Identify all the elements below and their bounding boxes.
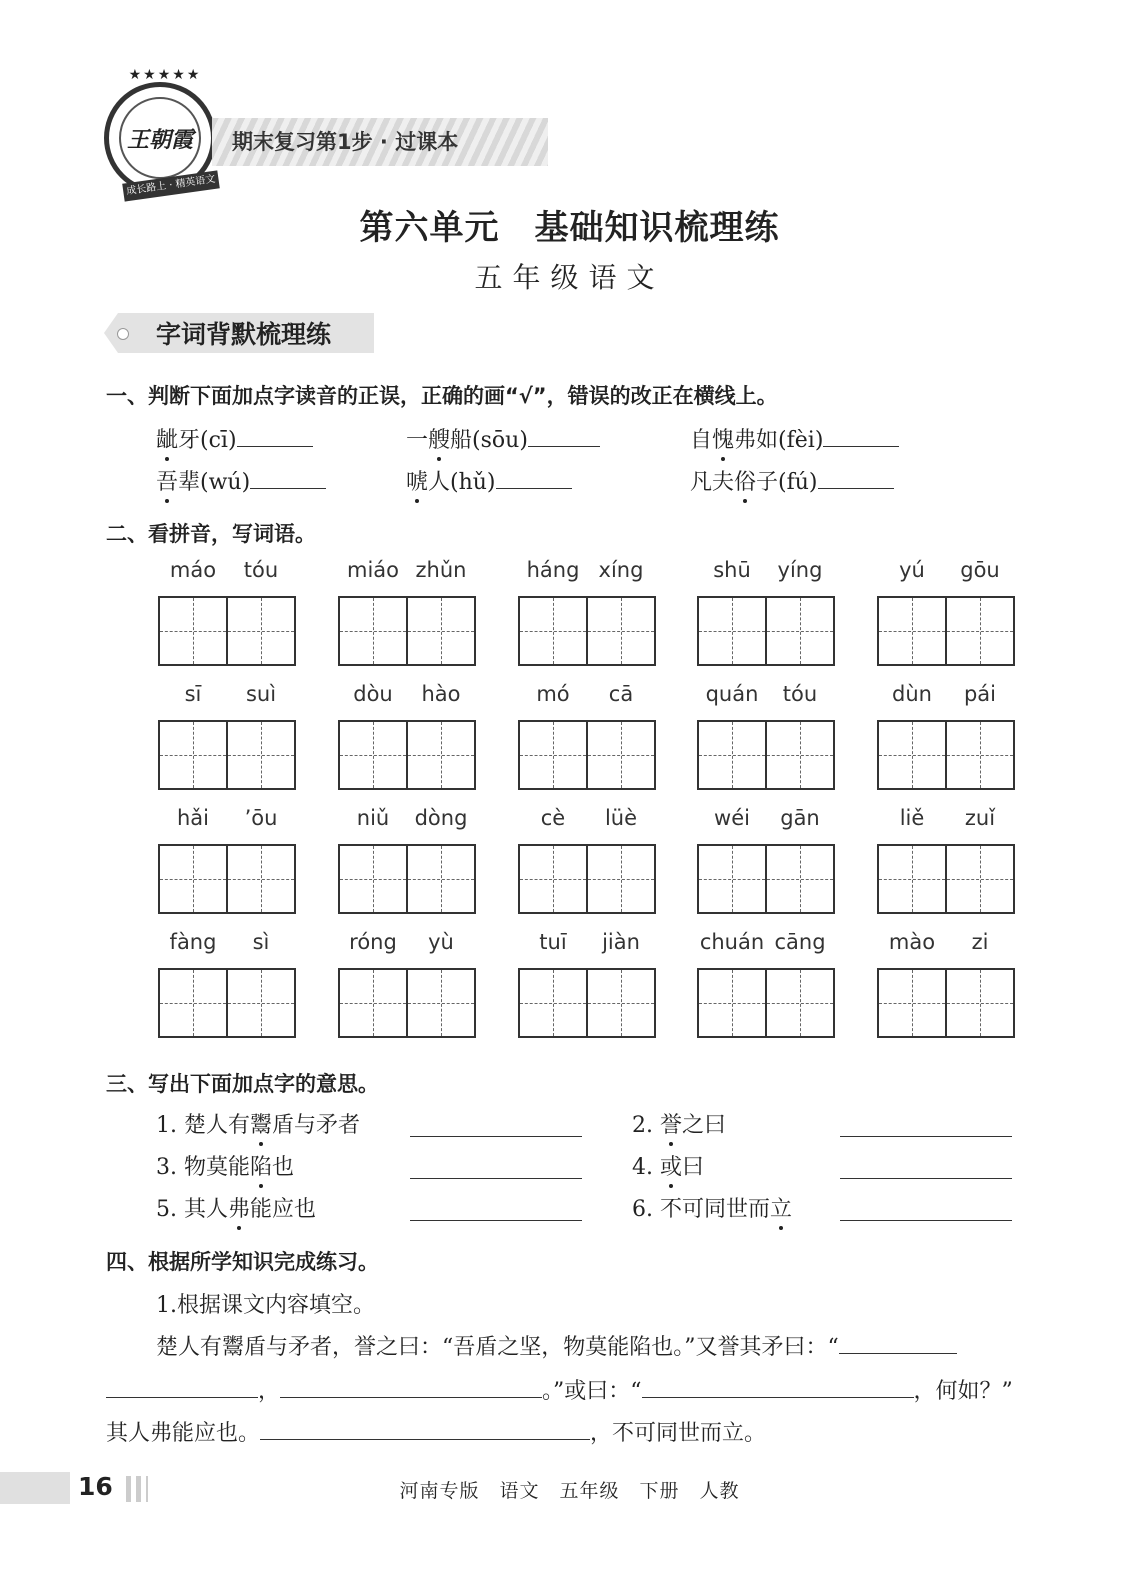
answer-blank[interactable] [260,1417,590,1440]
brand-logo [104,67,217,198]
answer-blank[interactable] [106,1375,258,1398]
writing-grid [877,596,1013,666]
pinyin-label: cè [540,806,566,830]
q1-item: 唬人(hǔ) [406,465,572,496]
writing-grid [877,844,1013,914]
section-tag-label: 字词背默梳理练 [156,320,332,349]
writing-grid [518,720,654,790]
writing-grid [697,968,833,1038]
writing-grid [697,596,833,666]
page-subtitle: 五年级语文 [474,261,665,294]
writing-cell[interactable] [406,844,476,914]
answer-blank[interactable] [840,1114,1012,1137]
writing-cell[interactable] [226,596,296,666]
writing-cell[interactable] [877,720,947,790]
pinyin-label: jiàn [602,930,640,954]
writing-cell[interactable] [226,968,296,1038]
pinyin-label: sī [184,682,202,706]
writing-cell[interactable] [945,968,1015,1038]
writing-cell[interactable] [945,720,1015,790]
pinyin-label: pái [963,682,997,706]
writing-cell[interactable] [697,844,767,914]
writing-cell[interactable] [226,720,296,790]
pinyin-label: háng [526,558,580,582]
answer-blank[interactable] [410,1198,582,1221]
writing-cell[interactable] [697,596,767,666]
q1-heading: 一、判断下面加点字读音的正误，正确的画“√”，错误的改正在横线上。 [106,384,778,408]
pinyin-label: róng [349,930,397,954]
writing-cell[interactable] [877,596,947,666]
q3-item: 1. 楚人有鬻盾与矛者 [156,1113,361,1138]
writing-cell[interactable] [158,844,228,914]
pinyin-label: wéi [714,806,750,830]
writing-cell[interactable] [945,844,1015,914]
pinyin-label: dòng [414,806,468,830]
writing-grid [158,844,294,914]
answer-blank[interactable] [250,466,326,489]
pinyin-label: tóu [243,558,279,582]
writing-cell[interactable] [586,844,656,914]
writing-cell[interactable] [586,720,656,790]
writing-grid [158,968,294,1038]
writing-cell[interactable] [338,596,408,666]
writing-grid [697,844,833,914]
tag-hole-icon [117,328,129,340]
writing-cell[interactable] [697,720,767,790]
writing-cell[interactable] [338,968,408,1038]
writing-cell[interactable] [877,844,947,914]
answer-blank[interactable] [410,1114,582,1137]
q4-heading: 四、根据所学知识完成练习。 [106,1250,379,1274]
writing-grid [338,720,474,790]
pinyin-label: zhǔn [415,558,467,582]
q1-item: 吾辈(wú) [156,465,326,496]
writing-cell[interactable] [765,720,835,790]
logo-text: 王朝霞 [119,97,201,179]
pinyin-label: dùn [892,682,932,706]
writing-cell[interactable] [586,968,656,1038]
q4-passage-line2: ， 。”或曰：“ ，何如？” [106,1374,1031,1405]
pinyin-label: xíng [598,558,644,582]
pinyin-label: sì [252,930,270,954]
q3-heading: 三、写出下面加点字的意思。 [106,1072,379,1096]
writing-cell[interactable] [406,596,476,666]
writing-cell[interactable] [158,968,228,1038]
answer-blank[interactable] [496,466,572,489]
writing-cell[interactable] [158,720,228,790]
writing-cell[interactable] [518,596,588,666]
page-title: 第六单元 基础知识梳理练 [359,208,780,248]
pinyin-label: tóu [782,682,818,706]
q3-item: 4. 或曰 [632,1155,705,1180]
answer-blank[interactable] [642,1375,914,1398]
answer-blank[interactable] [840,1198,1012,1221]
writing-grid [158,720,294,790]
pinyin-label: dòu [353,682,393,706]
pinyin-label: gān [780,806,820,830]
writing-cell[interactable] [765,968,835,1038]
pinyin-label: yíng [777,558,823,582]
pinyin-label: máo [169,558,217,582]
q3-item: 2. 誉之曰 [632,1113,727,1138]
q4-passage-line3: 其人弗能应也。 ，不可同世而立。 [106,1416,766,1447]
writing-cell[interactable] [158,596,228,666]
pinyin-label: mào [888,930,936,954]
writing-grid [697,720,833,790]
writing-grid [877,968,1013,1038]
q3-item: 6. 不可同世而立 [632,1197,793,1222]
pinyin-label: hào [421,682,461,706]
answer-blank[interactable] [840,1156,1012,1179]
writing-cell[interactable] [226,844,296,914]
q1-item: 龇牙(cī) [156,423,313,454]
pinyin-label: zi [971,930,989,954]
writing-cell[interactable] [518,968,588,1038]
writing-grid [338,596,474,666]
answer-blank[interactable] [818,466,894,489]
writing-cell[interactable] [765,596,835,666]
pinyin-label: ’ōu [244,806,278,830]
answer-blank[interactable] [280,1375,542,1398]
page-number: 16 [78,1472,113,1501]
pinyin-label: niǔ [356,806,390,830]
writing-cell[interactable] [338,844,408,914]
q4-passage-line1: 楚人有鬻盾与矛者，誉之曰：“吾盾之坚，物莫能陷也。”又誉其矛曰：“ [156,1330,957,1361]
writing-grid [518,596,654,666]
writing-cell[interactable] [406,968,476,1038]
pinyin-label: liě [899,806,925,830]
writing-cell[interactable] [765,844,835,914]
q4-sub1: 1.根据课文内容填空。 [156,1293,375,1318]
pinyin-label: yù [428,930,454,954]
writing-cell[interactable] [518,844,588,914]
pinyin-label: zuǐ [964,806,996,830]
writing-cell[interactable] [338,720,408,790]
step-label: 期末复习第1步 · 过课本 [232,130,459,154]
answer-blank[interactable] [410,1156,582,1179]
pinyin-label: yú [899,558,925,582]
pinyin-label: cā [608,682,634,706]
q1-item: 一艘船(sōu) [406,423,600,454]
pinyin-label: miáo [346,558,399,582]
q1-item: 凡夫俗子(fú) [690,465,894,496]
pinyin-label: mó [536,682,570,706]
star-icon: ★★★★★ [128,67,202,83]
logo-ribbon: 成长路上 · 精英语文 [122,170,220,201]
pinyin-label: cāng [774,930,826,954]
pinyin-label: fàng [169,930,217,954]
writing-grid [518,968,654,1038]
writing-cell[interactable] [697,968,767,1038]
q1-item: 自愧弗如(fèi) [690,423,899,454]
writing-grid [338,844,474,914]
pinyin-label: chuán [699,930,765,954]
writing-grid [518,844,654,914]
q2-heading: 二、看拼音，写词语。 [106,522,316,546]
answer-blank[interactable] [839,1331,957,1354]
writing-cell[interactable] [518,720,588,790]
writing-grid [877,720,1013,790]
pinyin-label: shū [713,558,751,582]
q3-item: 5. 其人弗能应也 [156,1197,317,1222]
writing-cell[interactable] [877,968,947,1038]
answer-blank[interactable] [237,424,313,447]
pinyin-label: lüè [604,806,638,830]
answer-blank[interactable] [823,424,899,447]
pinyin-label: tuī [539,930,567,954]
writing-grid [158,596,294,666]
pinyin-label: suì [245,682,277,706]
writing-grid [338,968,474,1038]
q3-item: 3. 物莫能陷也 [156,1155,295,1180]
writing-cell[interactable] [945,596,1015,666]
pinyin-label: gōu [960,558,1000,582]
answer-blank[interactable] [528,424,600,447]
writing-cell[interactable] [406,720,476,790]
pinyin-label: quán [705,682,759,706]
pinyin-label: hǎi [176,806,209,830]
writing-cell[interactable] [586,596,656,666]
footer-text: 河南专版 语文 五年级 下册 人教 [399,1480,740,1502]
